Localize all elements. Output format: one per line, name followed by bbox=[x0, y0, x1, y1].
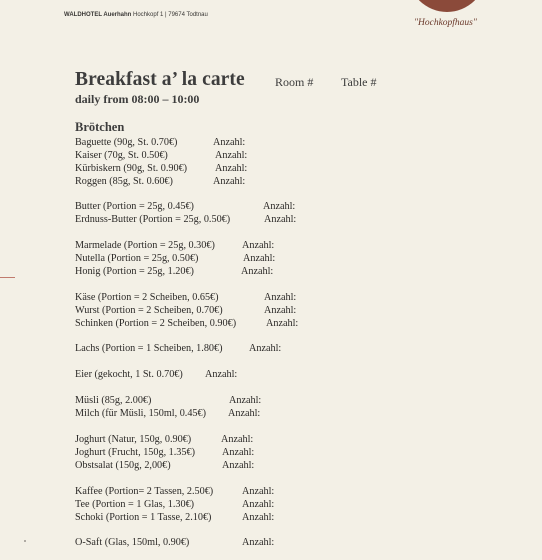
quantity-field-label[interactable]: Anzahl: bbox=[213, 137, 246, 148]
menu-item-label: Joghurt (Natur, 150g, 0.90€) bbox=[75, 434, 192, 445]
menu-item-label: Joghurt (Frucht, 150g, 1.35€) bbox=[75, 447, 195, 458]
menu-item-label: O-Saft (Glas, 150ml, 0.90€) bbox=[75, 537, 190, 548]
quantity-field-label[interactable]: Anzahl: bbox=[242, 537, 275, 548]
hotel-logo-emblem bbox=[408, 0, 486, 12]
menu-item bbox=[75, 163, 248, 175]
hotel-address: Hochkopf 1 | 79674 Todtnau bbox=[133, 12, 208, 18]
quantity-field-label[interactable]: Anzahl: bbox=[264, 214, 297, 225]
menu-item bbox=[75, 266, 274, 278]
title-row bbox=[75, 69, 377, 91]
menu-item bbox=[75, 434, 254, 446]
quantity-field-label[interactable]: Anzahl: bbox=[205, 369, 238, 380]
letterhead bbox=[64, 12, 208, 18]
page-title: Breakfast a’ la carte bbox=[75, 69, 245, 90]
menu-item-label: Milch (für Müsli, 150ml, 0.45€) bbox=[75, 408, 207, 419]
menu-item bbox=[75, 201, 296, 213]
menu-item-label: Eier (gekocht, 1 St. 0.70€) bbox=[75, 369, 183, 380]
quantity-field-label[interactable]: Anzahl: bbox=[242, 240, 275, 251]
serving-hours: daily from 08:00 – 10:00 bbox=[75, 92, 200, 106]
quantity-field-label[interactable]: Anzahl: bbox=[243, 253, 276, 264]
menu-item bbox=[75, 447, 255, 459]
hotel-name: WALDHOTEL Auerhahn bbox=[64, 12, 132, 18]
quantity-field-label[interactable]: Anzahl: bbox=[213, 176, 246, 187]
menu-item-label: Honig (Portion = 25g, 1.20€) bbox=[75, 266, 194, 277]
section-title-broetchen: Brötchen bbox=[75, 120, 125, 134]
quantity-field-label[interactable]: Anzahl: bbox=[242, 499, 275, 510]
menu-item-label: Tee (Portion = 1 Glas, 1.30€) bbox=[75, 499, 195, 510]
quantity-field-label[interactable]: Anzahl: bbox=[222, 460, 255, 471]
menu-item bbox=[75, 253, 276, 265]
menu-item bbox=[75, 395, 262, 407]
menu-item-label: Wurst (Portion = 2 Scheiben, 0.70€) bbox=[75, 305, 223, 316]
menu-item-label: Müsli (85g, 2.00€) bbox=[75, 395, 152, 406]
menu-item-label: Obstsalat (150g, 2,00€) bbox=[75, 460, 171, 471]
quantity-field-label[interactable]: Anzahl: bbox=[229, 395, 262, 406]
menu-item bbox=[75, 305, 297, 317]
quantity-field-label[interactable]: Anzahl: bbox=[241, 266, 274, 277]
menu-item bbox=[75, 292, 297, 304]
menu-item bbox=[75, 512, 275, 524]
table-number-label: Table # bbox=[341, 75, 377, 89]
menu-item-label: Baguette (90g, St. 0.70€) bbox=[75, 137, 178, 148]
quantity-field-label[interactable]: Anzahl: bbox=[215, 163, 248, 174]
menu-item-label: Nutella (Portion = 25g, 0.50€) bbox=[75, 253, 199, 264]
menu-item bbox=[75, 486, 275, 498]
menu-item bbox=[75, 537, 275, 549]
fold-mark bbox=[0, 277, 15, 278]
menu-item bbox=[75, 176, 246, 188]
menu-item bbox=[75, 460, 255, 472]
menu-item-label: Erdnuss-Butter (Portion = 25g, 0.50€) bbox=[75, 214, 231, 225]
menu-item-label: Käse (Portion = 2 Scheiben, 0.65€) bbox=[75, 292, 219, 303]
hotel-logo-text: "Hochkopfhaus" bbox=[414, 18, 477, 28]
menu-item-label: Schinken (Portion = 2 Scheiben, 0.90€) bbox=[75, 318, 237, 329]
quantity-field-label[interactable]: Anzahl: bbox=[242, 512, 275, 523]
menu-item-label: Kaiser (70g, St. 0.50€) bbox=[75, 150, 168, 161]
quantity-field-label[interactable]: Anzahl: bbox=[221, 434, 254, 445]
menu-item-label: Kürbiskern (90g, St. 0.90€) bbox=[75, 163, 188, 174]
menu-item bbox=[75, 137, 246, 149]
menu-item bbox=[75, 150, 248, 162]
menu-item-label: Marmelade (Portion = 25g, 0.30€) bbox=[75, 240, 215, 251]
menu-item-label: Butter (Portion = 25g, 0.45€) bbox=[75, 201, 194, 212]
quantity-field-label[interactable]: Anzahl: bbox=[263, 201, 296, 212]
quantity-field-label[interactable]: Anzahl: bbox=[228, 408, 261, 419]
menu-item bbox=[75, 343, 282, 355]
menu-item bbox=[75, 369, 238, 381]
menu-item-label: Kaffee (Portion= 2 Tassen, 2.50€) bbox=[75, 486, 214, 497]
quantity-field-label[interactable]: Anzahl: bbox=[264, 305, 297, 316]
menu-item-label: Lachs (Portion = 1 Scheiben, 1.80€) bbox=[75, 343, 223, 354]
speck bbox=[24, 540, 26, 542]
quantity-field-label[interactable]: Anzahl: bbox=[242, 486, 275, 497]
menu-item-label: Schoki (Portion = 1 Tasse, 2.10€) bbox=[75, 512, 212, 523]
room-number-label: Room # bbox=[275, 75, 314, 89]
quantity-field-label[interactable]: Anzahl: bbox=[266, 318, 299, 329]
quantity-field-label[interactable]: Anzahl: bbox=[222, 447, 255, 458]
menu-item bbox=[75, 499, 275, 511]
menu-item-label: Roggen (85g, St. 0.60€) bbox=[75, 176, 173, 187]
menu-item bbox=[75, 240, 275, 252]
menu-item bbox=[75, 214, 297, 226]
menu-item bbox=[75, 408, 261, 420]
menu-item bbox=[75, 318, 299, 330]
quantity-field-label[interactable]: Anzahl: bbox=[249, 343, 282, 354]
quantity-field-label[interactable]: Anzahl: bbox=[264, 292, 297, 303]
quantity-field-label[interactable]: Anzahl: bbox=[215, 150, 248, 161]
